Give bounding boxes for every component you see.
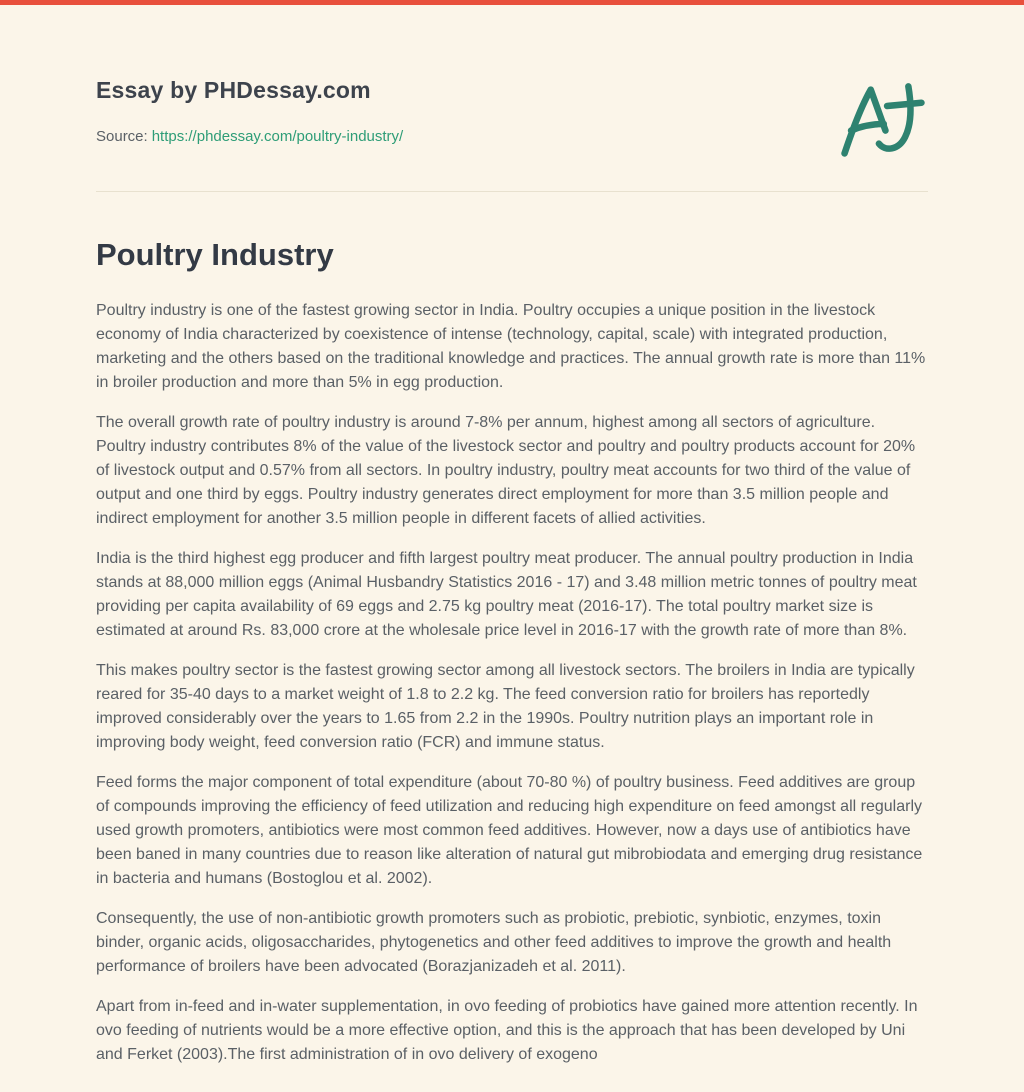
essay-paragraph: India is the third highest egg producer and fifth largest poultry meat producer. The annual poultry production in India stands at 88,000 million eggs (Animal Husbandry Statistics 2016 - 17) and 3.48 million metric tonnes of poultry meat providing per capita availability of 69 eggs and 2.75 kg poultry meat (2016-17). The total poultry market size is estimated at around Rs. 83,000 crore at the wholesale price level in 2016-17 with the growth rate of more than 8%.	[96, 550, 917, 639]
essay-paragraph: Poultry industry is one of the fastest growing sector in India. Poultry occupies a unique position in the livestock economy of India characterized by coexistence of intense (technology, capital, scale) with integrated production, marketing and the others based on the traditional knowledge and practices. The annual growth rate is more than 11% in broiler production and more than 5% in egg production.	[96, 302, 926, 391]
essay-paragraph: Apart from in-feed and in-water supplementation, in ovo feeding of probiotics have gained more attention recently. In ovo feeding of nutrients would be a more effective option, and this is the approach that has been developed by Uni and Ferket (2003).The first administration of in ovo delivery of exogeno	[96, 998, 918, 1063]
source-label: Source:	[96, 128, 148, 145]
source-url-link[interactable]: https://phdessay.com/poultry-industry/	[151, 128, 404, 145]
phdessay-logo-icon	[838, 79, 928, 169]
essay-title: Poultry Industry	[96, 237, 334, 272]
essay-paragraph: The overall growth rate of poultry industry is around 7-8% per annum, highest among all sectors of agriculture. Poultry industry contributes 8% of the value of the livestock sector and poultry and poultry products account for 20% of livestock output and 0.57% from all sectors. In poultry industry, poultry meat accounts for two third of the value of output and one third by eggs. Poultry industry generates direct employment for more than 3.5 million people and indirect employment for another 3.5 million people in different facets of allied activities.	[96, 414, 916, 527]
page-content	[0, 5, 1024, 1067]
site-title: Essay by PHDessay.com	[96, 77, 371, 103]
essay-paragraph: Consequently, the use of non-antibiotic growth promoters such as probiotic, prebiotic, synbiotic, enzymes, toxin binder, organic acids, oligosaccharides, phytogenetics and other feed additives to improve the growth and health performance of broilers have been advocated (Borazjanizadeh et al. 2011).	[96, 910, 892, 975]
essay-paragraph: This makes poultry sector is the fastest growing sector among all livestock sectors. The broilers in India are typically reared for 35-40 days to a market weight of 1.8 to 2.2 kg. The feed conversion ratio for broilers has reportedly improved considerably over the years to 1.65 from 2.2 in the 1990s. Poultry nutrition plays an important role in improving body weight, feed conversion ratio (FCR) and immune status.	[96, 662, 915, 751]
essay-paragraph: Feed forms the major component of total expenditure (about 70-80 %) of poultry business. Feed additives are group of compounds improving the efficiency of feed utilization and reducing high expenditure on feed amongst all regularly used growth promoters, antibiotics were most common feed additives. However, now a days use of antibiotics have been baned in many countries due to reason like alteration of natural gut mibrobiodata and emerging drug resistance in bacteria and humans (Bostoglou et al. 2002).	[96, 774, 923, 887]
page-header	[96, 5, 928, 169]
source-line	[96, 128, 403, 145]
header-text-block	[96, 77, 403, 145]
essay-body	[96, 299, 928, 1067]
header-divider	[96, 191, 928, 192]
